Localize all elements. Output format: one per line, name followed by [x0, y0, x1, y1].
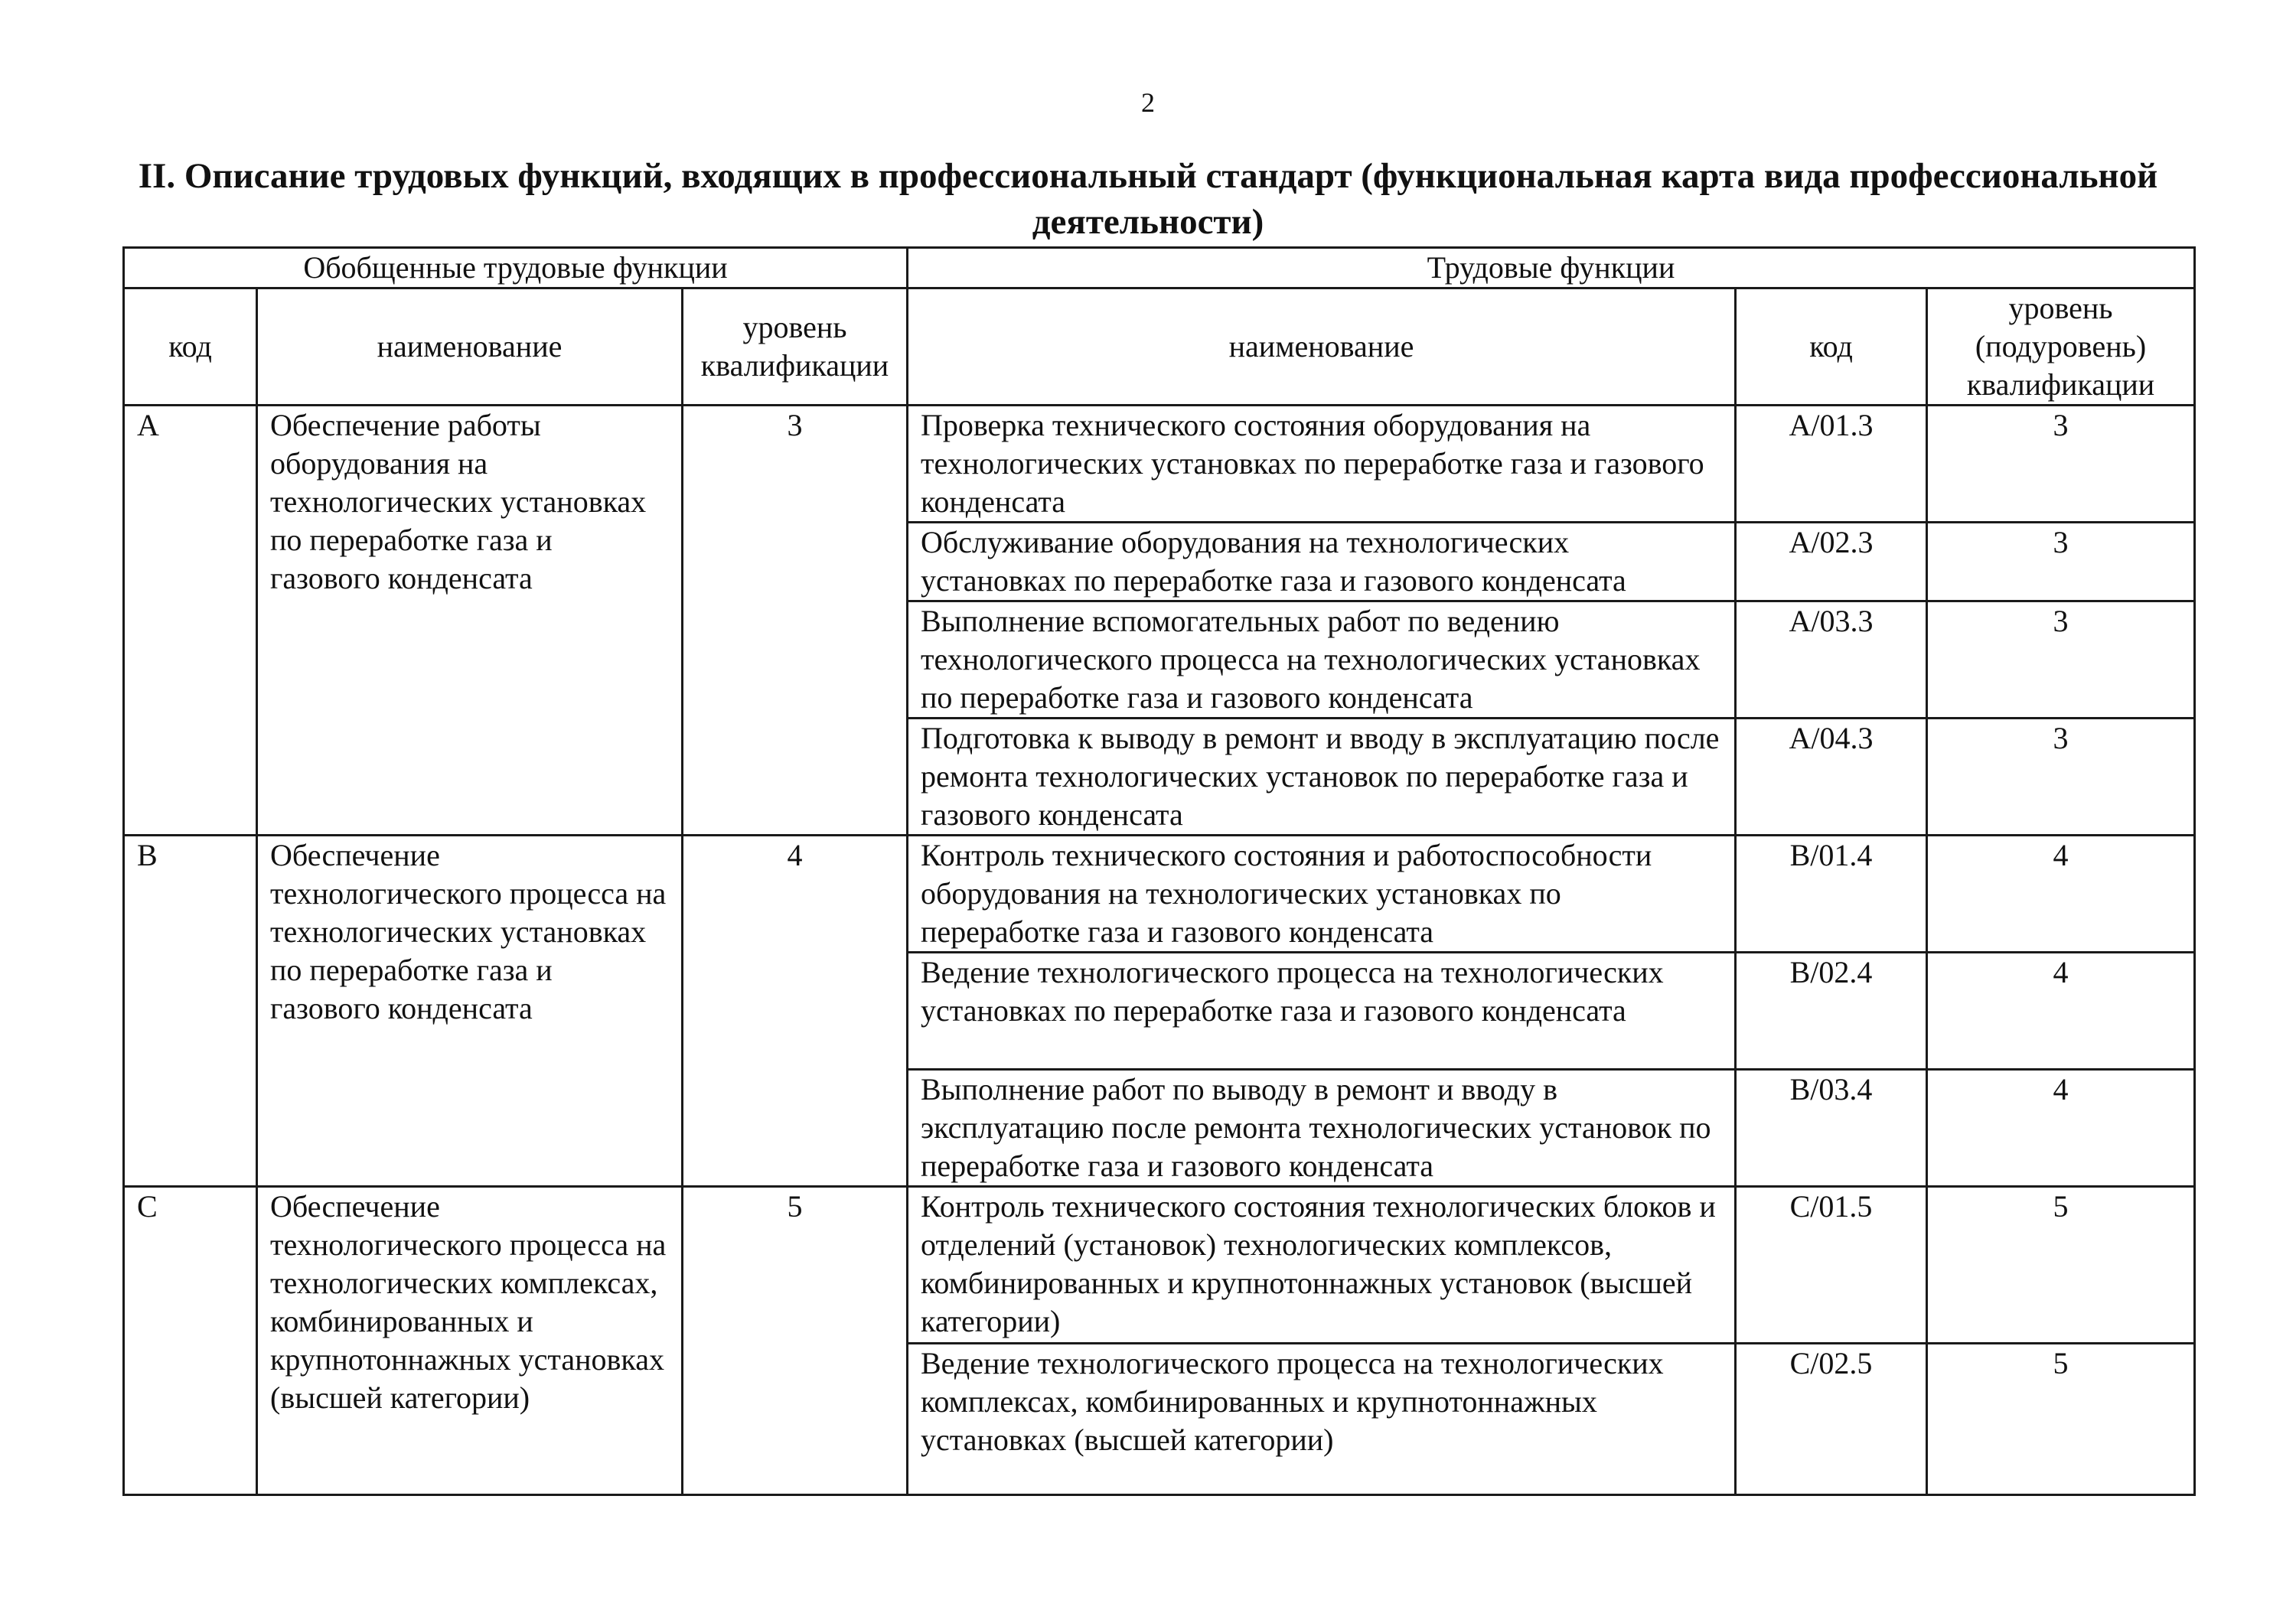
gf-name-cell: Обеспечение технологического процесса на технологических комплексах, комбинированных и крупнотоннажных установках (высшей категории)	[257, 1187, 683, 1495]
gf-level-header: уровень квалификации	[683, 288, 908, 406]
gf-name-header: наименование	[257, 288, 683, 406]
tf-code-cell: B/02.4	[1736, 953, 1927, 1070]
tf-code-header: код	[1736, 288, 1927, 406]
tf-code-cell: A/01.3	[1736, 406, 1927, 523]
gf-name-cell: Обеспечение работы оборудования на технологических установках по переработке газа и газового конденсата	[257, 406, 683, 836]
generalized-functions-header: Обобщенные трудовые функции	[124, 248, 908, 288]
tf-name-cell: Проверка технического состояния оборудования на технологических установках по переработке газа и газового конденсата	[908, 406, 1736, 523]
gf-level-cell: 5	[683, 1187, 908, 1495]
gf-level-cell: 3	[683, 406, 908, 836]
tf-code-cell: A/02.3	[1736, 523, 1927, 601]
tf-name-cell: Выполнение работ по выводу в ремонт и вводу в эксплуатацию после ремонта технологических установок по переработке газа и газового конденсата	[908, 1070, 1736, 1187]
gf-code-cell: A	[124, 406, 257, 836]
tf-level-cell: 3	[1927, 523, 2195, 601]
tf-name-cell: Ведение технологического процесса на технологических установках по переработке газа и газового конденсата	[908, 953, 1736, 1070]
tf-code-cell: A/03.3	[1736, 601, 1927, 719]
tf-name-cell: Контроль технического состояния и работоспособности оборудования на технологических установках по переработке газа и газового конденсата	[908, 836, 1736, 953]
tf-level-cell: 5	[1927, 1344, 2195, 1495]
tf-code-cell: A/04.3	[1736, 719, 1927, 836]
page-number: 2	[1141, 87, 1155, 118]
tf-level-cell: 5	[1927, 1187, 2195, 1344]
tf-level-cell: 3	[1927, 601, 2195, 719]
tf-level-header: уровень (подуровень) квалификации	[1927, 288, 2195, 406]
gf-code-cell: C	[124, 1187, 257, 1495]
table-row	[124, 406, 2195, 523]
gf-name-cell: Обеспечение технологического процесса на технологических установках по переработке газа и газового конденсата	[257, 836, 683, 1187]
tf-code-cell: C/01.5	[1736, 1187, 1927, 1344]
section-title: II. Описание трудовых функций, входящих в профессиональный стандарт (функциональная карта вида профессиональной деятельности)	[138, 156, 2158, 242]
gf-code-header: код	[124, 288, 257, 406]
tf-level-cell: 4	[1927, 1070, 2195, 1187]
tf-code-cell: C/02.5	[1736, 1344, 1927, 1495]
tf-name-cell: Обслуживание оборудования на технологических установках по переработке газа и газового конденсата	[908, 523, 1736, 601]
tf-level-cell: 4	[1927, 836, 2195, 953]
tf-level-cell: 3	[1927, 406, 2195, 523]
tf-name-cell: Контроль технического состояния технологических блоков и отделений (установок) технологических комплексов, комбинированных и крупнотоннажных установок (высшей категории)	[908, 1187, 1736, 1344]
functional-map-table-wrapper	[122, 246, 2193, 1496]
tf-name-cell: Подготовка к выводу в ремонт и вводу в эксплуатацию после ремонта технологических установок по переработке газа и газового конденсата	[908, 719, 1736, 836]
tf-level-cell: 3	[1927, 719, 2195, 836]
tf-code-cell: B/01.4	[1736, 836, 1927, 953]
tf-name-cell: Ведение технологического процесса на технологических комплексах, комбинированных и крупнотоннажных установках (высшей категории)	[908, 1344, 1736, 1495]
functional-map-table	[122, 246, 2196, 1496]
table-row	[124, 836, 2195, 953]
group-header-row	[124, 248, 2195, 288]
labor-functions-header: Трудовые функции	[908, 248, 2195, 288]
tf-name-cell: Выполнение вспомогательных работ по ведению технологического процесса на технологических установках по переработке газа и газового конденсата	[908, 601, 1736, 719]
gf-code-cell: B	[124, 836, 257, 1187]
column-header-row	[124, 288, 2195, 406]
tf-level-cell: 4	[1927, 953, 2195, 1070]
tf-name-header: наименование	[908, 288, 1736, 406]
tf-code-cell: B/03.4	[1736, 1070, 1927, 1187]
gf-level-cell: 4	[683, 836, 908, 1187]
table-row	[124, 1187, 2195, 1344]
